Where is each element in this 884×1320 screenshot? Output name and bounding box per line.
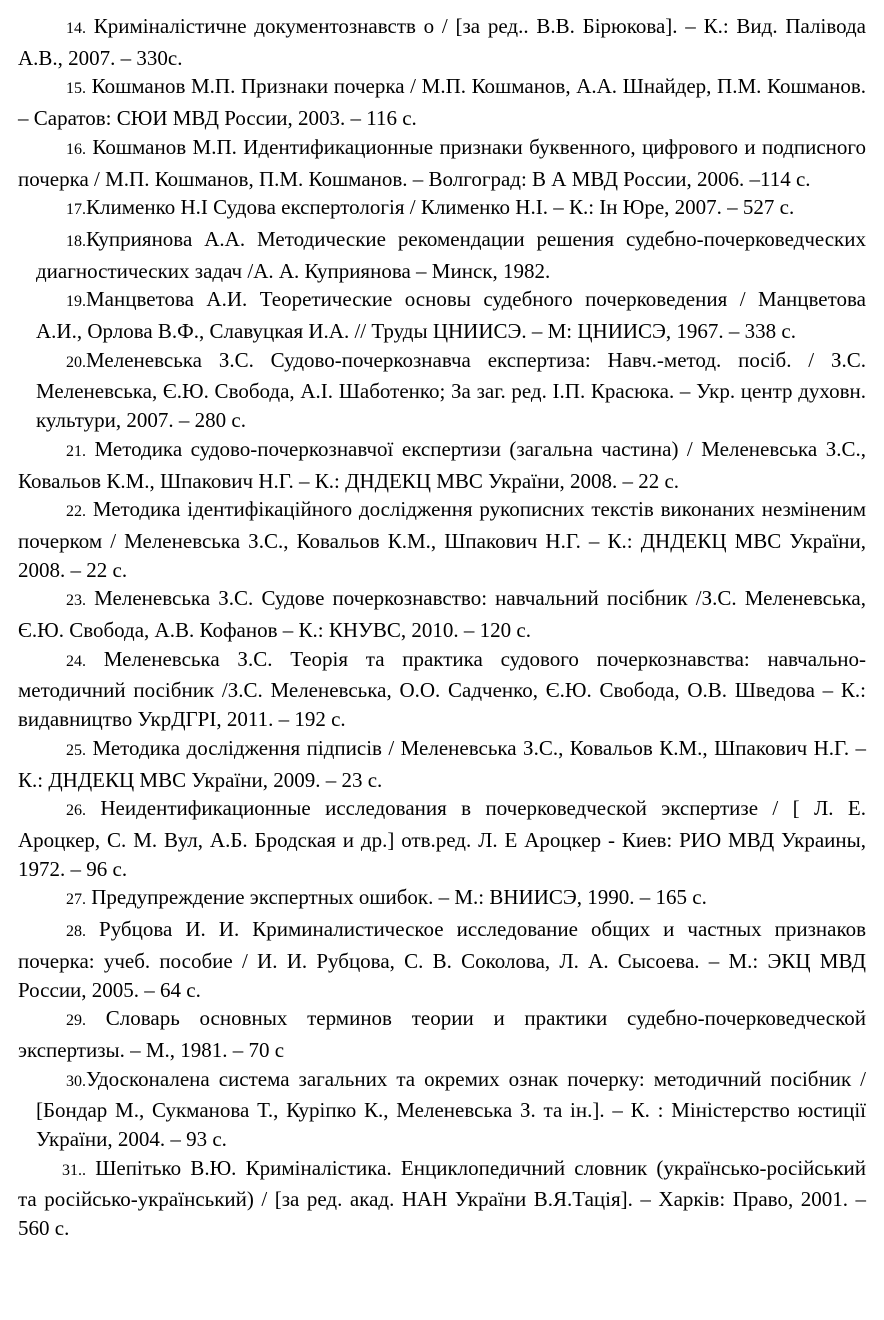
reference-text: Удосконалена система загальних та окремих ознак почерку: методичний посібник / [Бондар М., Сукманова Т., Куріпко К., Меленевська З. та ін.]. – К. : Міністерство юстиції України, 2004. – 93 с. (36, 1066, 866, 1152)
reference-number: 16. (66, 140, 86, 158)
reference-text: Шепітько В.Ю. Криміналістика. Енциклопедичний словник (українсько-російський та російсько-український) / [за ред. акад. НАН України В.Я.Тація]. – Харків: Право, 2001. – 560 с. (18, 1155, 867, 1241)
reference-entry-19 (18, 285, 866, 345)
reference-entry-31 (18, 1154, 866, 1243)
reference-text: Манцветова А.И. Теоретические основы судебного почерковедения / Манцветова А.И., Орлова В.Ф., Славуцкая И.А. // Труды ЦНИИСЭ. – М: ЦНИИСЭ, 1967. – 338 с. (36, 287, 866, 344)
reference-text: Меленевська З.С. Судово-почеркознавча експертиза: Навч.-метод. посіб. / З.С. Меленевська, Є.Ю. Свобода, А.І. Шаботенко; За заг. ред. І.П. Красюка. – Укр. центр духовн. культури, 2007. – 280 с. (36, 347, 866, 433)
reference-entry-20 (18, 346, 866, 435)
reference-number: 31.. (62, 1161, 86, 1179)
reference-entry-16 (18, 133, 866, 193)
reference-entry-28 (18, 915, 866, 1004)
reference-number: 28. (66, 923, 86, 941)
reference-text: Кошманов М.П. Признаки почерка / М.П. Кошманов, А.А. Шнайдер, П.М. Кошманов. – Саратов: СЮИ МВД России, 2003. – 116 с. (18, 74, 866, 131)
reference-number: 18. (66, 232, 86, 250)
reference-text: Методика дослідження підписів / Меленевська З.С., Ковальов К.М., Шпакович Н.Г. – К.: ДНДЕКЦ МВС України, 2009. – 23 с. (18, 735, 866, 792)
reference-text: Клименко Н.І Судова експертологія / Клименко Н.І. – К.: Ін Юре, 2007. – 527 с. (86, 195, 795, 220)
reference-text: Криміналістичне документознавств о / [за ред.. В.В. Бірюкова]. – К.: Вид. Палівода А.В., 2007. – 330с. (18, 14, 866, 70)
reference-number: 26. (66, 802, 86, 820)
reference-entry-18 (18, 225, 866, 285)
reference-entry-27 (18, 883, 866, 915)
reference-entry-17 (18, 193, 866, 225)
reference-entry-14 (18, 12, 866, 72)
reference-entry-15 (18, 72, 866, 132)
reference-number: 24. (66, 652, 86, 670)
reference-text: Кошманов М.П. Идентификационные признаки буквенного, цифрового и подписного почерка / М.П. Кошманов, П.М. Кошманов. – Волгоград: В А МВД России, 2006. –114 с. (18, 134, 867, 191)
reference-entry-30 (18, 1065, 866, 1154)
reference-number: 29. (66, 1012, 86, 1030)
reference-text: Словарь основных терминов теории и практики судебно-почерковедческой экспертизы. – М., 1981. – 70 с (18, 1006, 866, 1062)
reference-entry-25 (18, 734, 866, 794)
reference-number: 17. (66, 201, 86, 219)
reference-entry-21 (18, 435, 866, 495)
reference-text: Куприянова А.А. Методические рекомендации решения судебно-почерковедческих диагностических задач /А. А. Куприянова – Минск, 1982. (36, 226, 866, 283)
reference-text: Рубцова И. И. Криминалистическое исследование общих и частных признаков почерка: учеб. пособие / И. И. Рубцова, С. В. Соколова, Л. А. Сысоева. – М.: ЭКЦ МВД России, 2005. – 64 с. (18, 917, 867, 1002)
reference-text: Меленевська З.С. Теорія та практика судового почеркознавства: навчально-методичний посібник /З.С. Меленевська, О.О. Садченко, Є.Ю. Свобода, О.В. Шведова – К.: видавництво УкрДГРІ, 2011. – 192 с. (18, 646, 866, 732)
reference-text: Меленевська З.С. Судове почеркознавство: навчальний посібник /З.С. Меленевська, Є.Ю. Свобода, А.В. Кофанов – К.: КНУВС, 2010. – 120 с. (18, 586, 866, 643)
reference-entry-22 (18, 495, 866, 584)
reference-text: Неидентификационные исследования в почерковедческой экспертизе / [ Л. Е. Ароцкер, С. М. Вул, А.Б. Бродская и др.] отв.ред. Л. Е Ароцкер - Киев: РИО МВД Украины, 1972. – 96 с. (18, 796, 866, 881)
reference-entry-29 (18, 1004, 866, 1064)
reference-number: 27. (66, 891, 86, 909)
reference-number: 21. (66, 442, 86, 460)
reference-entry-26 (18, 794, 866, 883)
reference-text: Методика судово-почеркознавчої експертизи (загальна частина) / Меленевська З.С., Ковальов К.М., Шпакович Н.Г. – К.: ДНДЕКЦ МВС України, 2008. – 22 с. (18, 436, 867, 493)
reference-number: 30. (66, 1072, 86, 1090)
reference-number: 20. (66, 353, 86, 371)
reference-number: 23. (66, 592, 86, 610)
reference-entry-23 (18, 584, 866, 644)
reference-number: 19. (66, 293, 86, 311)
reference-number: 14. (66, 20, 86, 37)
reference-number: 25. (66, 741, 86, 759)
reference-entry-24 (18, 645, 866, 734)
reference-number: 22. (66, 503, 86, 521)
reference-text: Методика ідентифікаційного дослідження рукописних текстів виконаних незміненим почерком / Меленевська З.С., Ковальов К.М., Шпакович Н.Г. – К.: ДНДЕКЦ МВС України, 2008. – 22 с. (18, 497, 866, 582)
reference-number: 15. (66, 80, 86, 98)
reference-text: Предупреждение экспертных ошибок. – М.: ВНИИСЭ, 1990. – 165 с. (91, 885, 707, 910)
